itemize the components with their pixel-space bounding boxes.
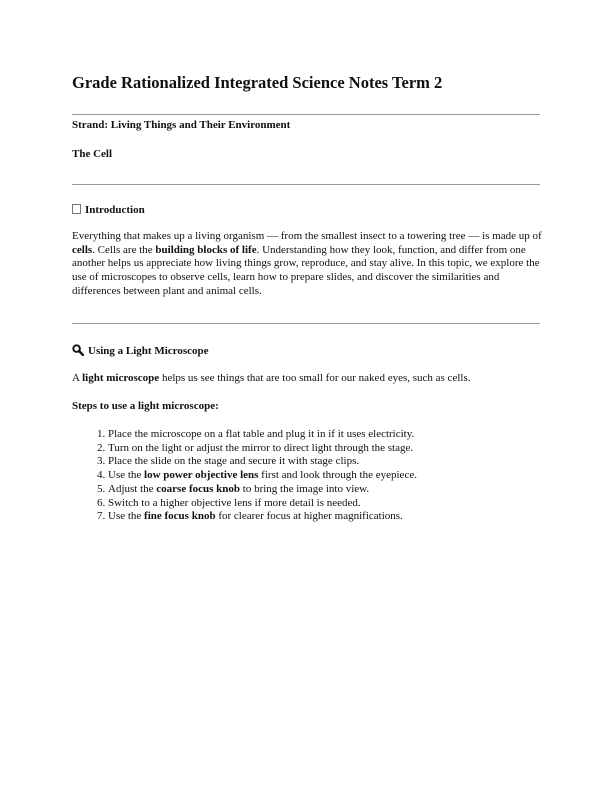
intro-bold: building blocks of life — [155, 243, 257, 256]
list-item: 3. Place the slide on the stage and secure it with stage clips. — [108, 455, 417, 469]
steps-heading: Steps to use a light microscope: — [72, 400, 219, 412]
introduction-paragraph — [72, 230, 542, 299]
micro-text: helps us see things that are too small for our naked eyes, such as cells. — [159, 372, 471, 384]
introduction-heading-text: Introduction — [85, 204, 145, 216]
magnifier-icon — [72, 344, 84, 356]
microscope-heading-text: Using a Light Microscope — [88, 345, 209, 357]
divider — [72, 184, 540, 185]
list-item: 6. Switch to a higher objective lens if more detail is needed. — [108, 497, 417, 511]
list-item: 5. Adjust the coarse focus knob to bring the image into view. — [108, 483, 417, 497]
micro-text: A — [72, 372, 83, 384]
strand-label: Strand: Living Things and Their Environment — [72, 119, 291, 131]
topic-label: The Cell — [72, 148, 113, 160]
list-item: 2. Turn on the light or adjust the mirror to direct light through the stage. — [108, 442, 417, 456]
list-item: 7. Use the fine focus knob for clearer focus at higher magnifications. — [108, 510, 417, 524]
page-title: Grade Rationalized Integrated Science Notes Term 2 — [72, 73, 443, 92]
intro-text: . Understanding how they look, function, and differ from one another helps us appreciate how living things grow, reproduce, and stay alive. In this topic, we explore the use of microscopes to observe cells, learn how to prepare slides, and discover the similarities and differences between plant and animal cells. — [72, 243, 540, 297]
box-icon — [72, 204, 81, 214]
microscope-heading — [72, 344, 209, 357]
divider — [72, 323, 540, 324]
micro-bold: light microscope — [82, 372, 160, 384]
intro-bold: cells — [72, 243, 93, 256]
divider — [72, 114, 540, 115]
intro-text: Everything that makes up a living organism — from the smallest insect to a towering tree — is made up of — [72, 230, 542, 242]
list-item: 4. Use the low power objective lens first and look through the eyepiece. — [108, 469, 417, 483]
steps-list — [72, 428, 417, 524]
microscope-intro — [72, 372, 542, 386]
intro-text: . Cells are the — [92, 243, 156, 256]
list-item: 1. Place the microscope on a flat table and plug it in if it uses electricity. — [108, 428, 417, 442]
introduction-heading — [72, 204, 145, 216]
